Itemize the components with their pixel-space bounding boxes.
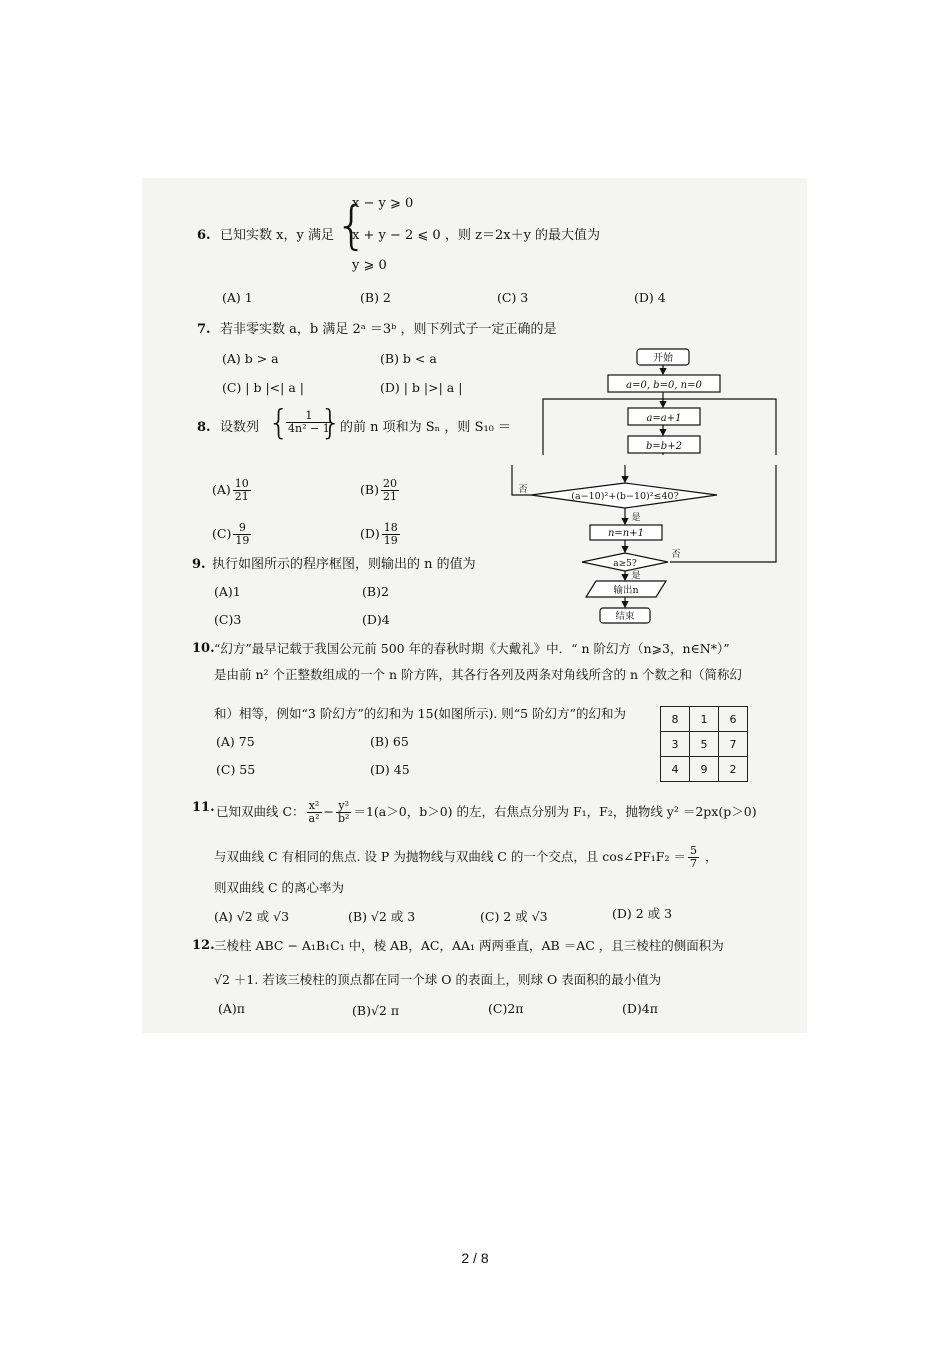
- q6-condition-3: y ⩾ 0: [352, 258, 387, 273]
- q8-option-d-num: 18: [383, 521, 398, 534]
- q8-option-b-num: 20: [382, 477, 397, 490]
- page-number: 2 / 8: [461, 1250, 489, 1266]
- q10-option-b: (B) 65: [370, 734, 409, 749]
- q10-option-a: (A) 75: [216, 734, 255, 749]
- q11-cos-num: 5: [689, 844, 697, 857]
- q11-frac-b2: b²: [338, 812, 350, 825]
- q7-number: 7.: [197, 322, 211, 337]
- q8-frac-den: 4n² − 1: [288, 422, 330, 435]
- magic-cell: 7: [719, 732, 748, 757]
- q8-option-b-den: 21: [382, 490, 397, 503]
- q7-stem: 若非零实数 a，b 满足 2ᵃ ＝3ᵇ ，则下列式子一定正确的是: [220, 322, 557, 337]
- q11-option-d: (D) 2 或 3: [612, 906, 673, 921]
- q8-option-a-num: 10: [234, 477, 249, 490]
- q6-condition-1: x − y ⩾ 0: [352, 196, 414, 211]
- magic-cell: 3: [661, 732, 690, 757]
- q8-number: 8.: [197, 420, 211, 435]
- q9-option-c: (C)3: [214, 612, 242, 627]
- q12-option-d: (D)4π: [622, 1001, 658, 1016]
- q10-number: 10.: [192, 641, 215, 656]
- q6-option-d: (D) 4: [634, 290, 666, 305]
- q11-option-a: (A) √2 或 √3: [214, 909, 290, 924]
- fc-start-label: 开始: [653, 353, 673, 364]
- q6-option-c: (C) 3: [497, 290, 529, 305]
- q10-option-c: (C) 55: [216, 762, 256, 777]
- q7-option-a: (A) b > a: [222, 351, 279, 366]
- q6-brace: {: [335, 196, 369, 256]
- q11-frac-y2: y²: [336, 800, 351, 813]
- q11-option-c: (C) 2 或 √3: [480, 909, 548, 924]
- q10-line-1: “幻方”最早记载于我国公元前 500 年的春秋时期《大戴礼》中．“ n 阶幻方（n⩾3，n∈N*）”: [214, 641, 730, 656]
- q6-stem: 已知实数 x，y 满足: [220, 228, 334, 243]
- q8-option-c-label: (C): [212, 526, 232, 541]
- q11-cos-den: 7: [689, 857, 697, 870]
- q8-left-brace: {: [268, 403, 290, 443]
- q8-option-b-label: (B): [360, 482, 379, 497]
- q9-option-b: (B)2: [362, 584, 389, 599]
- q9-stem: 执行如图所示的程序框图，则输出的 n 的值为: [212, 557, 476, 572]
- fc-output-label: 输出n: [613, 585, 639, 596]
- q11-line-1: 已知双曲线 C： $\frac{\text{x²}}{\text{a²}}$ − $\frac{\text{y²}}{\text{b²}}$ ＝1(a＞0，b＞0) 的左，右焦点分别为 F₁，F₂，抛物线 y² ＝2px(p＞0): [216, 799, 757, 825]
- q10-line-2: 是由前 n² 个正整数组成的一个 n 阶方阵，其各行各列及两条对角线所含的 n 个数之和（简称幻: [214, 667, 743, 682]
- fc-yes-1-label: 是: [631, 513, 641, 523]
- q8-right-brace: }: [320, 403, 342, 443]
- q6-option-b: (B) 2: [360, 290, 391, 305]
- q6-condition-2: x + y − 2 ⩽ 0: [352, 228, 441, 243]
- q6-stem-tail: ，则 z＝2x＋y 的最大值为: [445, 228, 601, 243]
- fc-condition-1-label: (a−10)²+(b−10)²≤40?: [571, 491, 679, 502]
- q12-option-a: (A)π: [218, 1001, 245, 1016]
- q11-option-b: (B) √2 或 3: [348, 909, 416, 924]
- q11-frac-x2: x²: [307, 800, 322, 813]
- q8-stem: 设数列: [220, 420, 260, 435]
- q8-stem-tail: 的前 n 项和为 Sₙ ，则 S₁₀ ＝: [340, 420, 512, 435]
- magic-cell: 6: [719, 707, 748, 732]
- q12-option-c: (C)2π: [488, 1001, 524, 1016]
- q11-line-1-head: 已知双曲线 C：: [216, 804, 305, 819]
- q9-option-a: (A)1: [214, 584, 241, 599]
- q11-frac-a2: a²: [308, 812, 320, 825]
- magic-cell: 1: [690, 707, 719, 732]
- fc-step-n-label: n=n+1: [607, 528, 645, 539]
- q11-number: 11.: [192, 800, 215, 815]
- fc-yes-2-label: 是: [631, 571, 641, 581]
- q7-option-c: (C) | b |<| a |: [222, 380, 304, 395]
- fc-no-2-label: 否: [671, 550, 681, 560]
- fc-condition-2-label: a≥5?: [613, 559, 637, 569]
- fc-step-a-label: a=a+1: [646, 413, 682, 424]
- q8-option-a-label: (A): [212, 482, 231, 497]
- q8-frac-num: 1: [286, 410, 332, 423]
- q12-line-1: 三棱柱 ABC − A₁B₁C₁ 中，棱 AB，AC，AA₁ 两两垂直，AB ＝AC ，且三棱柱的侧面积为: [214, 938, 724, 953]
- q8-option-d-den: 19: [383, 534, 398, 547]
- q7-option-b: (B) b < a: [380, 351, 437, 366]
- magic-cell: 4: [661, 757, 690, 782]
- q8-option-a-den: 21: [234, 490, 249, 503]
- q9-number: 9.: [192, 557, 206, 572]
- magic-cell: 2: [719, 757, 748, 782]
- q11-line-2: 与双曲线 C 有相同的焦点. 设 P 为抛物线与双曲线 C 的一个交点，且 cos∠PF₁F₂ ＝ $\frac{5}{7}$ ，: [214, 844, 718, 870]
- q8-option-c-num: 9: [233, 522, 251, 535]
- q6-number: 6.: [197, 228, 211, 243]
- q9-option-d: (D)4: [362, 612, 390, 627]
- q11-line-2-text: 与双曲线 C 有相同的焦点. 设 P 为抛物线与双曲线 C 的一个交点，且 cos∠PF₁F₂ ＝: [214, 849, 686, 864]
- q11-line-3: 则双曲线 C 的离心率为: [214, 880, 345, 895]
- q12-number: 12.: [192, 938, 215, 953]
- magic-square: [660, 706, 748, 782]
- q7-option-d: (D) | b |>| a |: [380, 380, 463, 395]
- q8-option-d-label: (D): [360, 526, 380, 541]
- fc-init-label: a=0, b=0, n=0: [626, 380, 702, 391]
- q12-option-b: (B)√2 π: [352, 1003, 400, 1018]
- fc-no-1-label: 否: [518, 485, 528, 495]
- fc-end-label: 结束: [615, 611, 635, 622]
- q11-line-1-tail: ＝1(a＞0，b＞0) 的左，右焦点分别为 F₁，F₂，抛物线 y² ＝2px(p＞0): [353, 804, 757, 819]
- magic-cell: 8: [661, 707, 690, 732]
- q10-line-3: 和）相等，例如“3 阶幻方”的幻和为 15(如图所示). 则“5 阶幻方”的幻和为: [214, 706, 626, 721]
- q8-option-c-den: 19: [235, 534, 250, 547]
- q10-option-d: (D) 45: [370, 762, 410, 777]
- q12-line-2: √2 ＋1. 若该三棱柱的顶点都在同一个球 O 的表面上，则球 O 表面积的最小值为: [214, 972, 662, 987]
- fc-step-b-label: b=b+2: [646, 441, 682, 452]
- magic-cell: 9: [690, 757, 719, 782]
- magic-cell: 5: [690, 732, 719, 757]
- q6-option-a: (A) 1: [222, 290, 253, 305]
